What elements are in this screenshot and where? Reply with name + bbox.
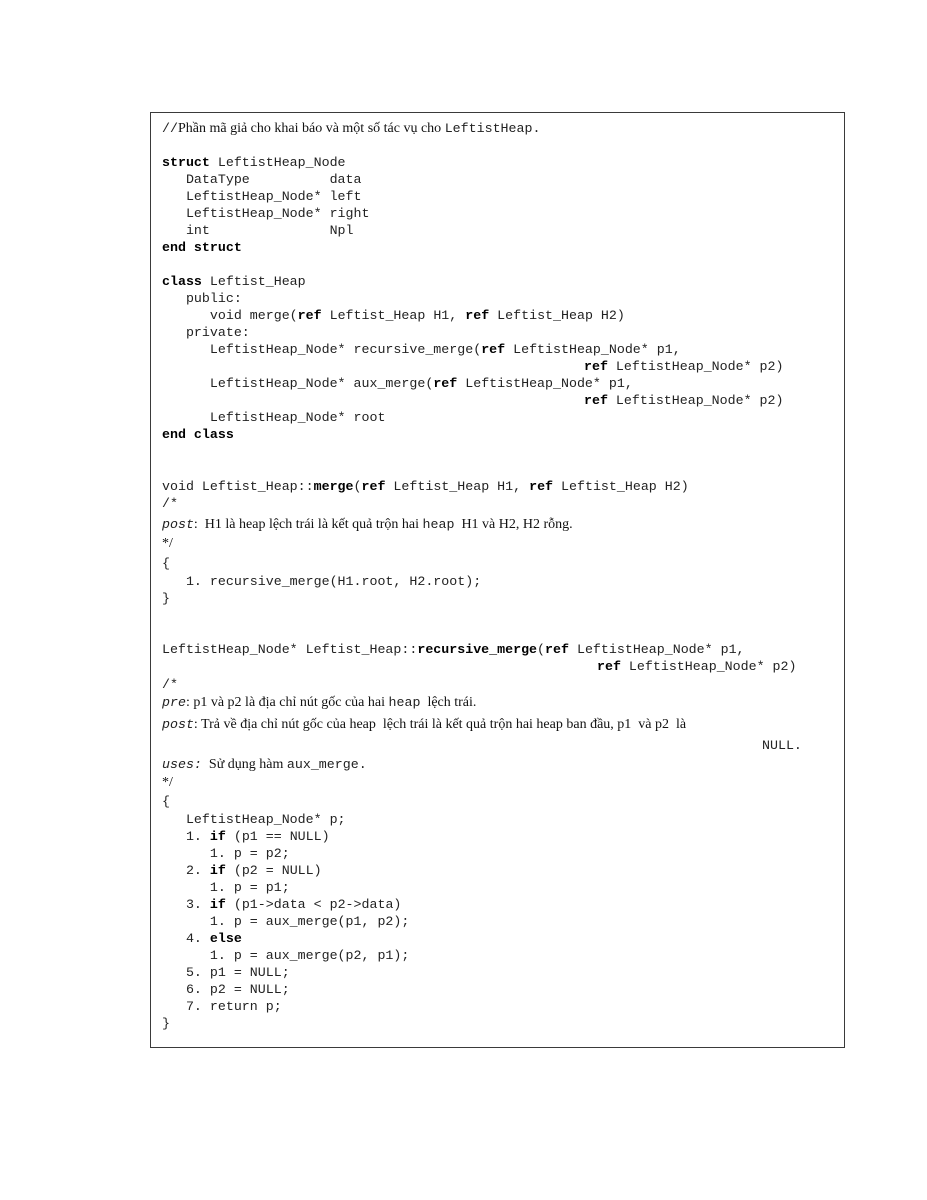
struct-field: LeftistHeap_Node* left (162, 189, 362, 204)
struct-field: DataType data (162, 172, 362, 187)
private-label: private: (162, 325, 250, 340)
end-struct-keyword: end struct (162, 240, 242, 255)
step-5: 5. p1 = NULL; (162, 965, 290, 980)
recursive-merge-signature: LeftistHeap_Node* Leftist_Heap::recursive_merge(ref LeftistHeap_Node* p1, (162, 642, 745, 657)
step-1-1: 1. p = p2; (162, 846, 290, 861)
pointer-declaration: LeftistHeap_Node* p; (162, 812, 346, 827)
step-4-1: 1. p = aux_merge(p2, p1); (162, 948, 410, 963)
step-3: 3. if (p1->data < p2->data) (162, 897, 402, 912)
step-4: 4. else (162, 931, 242, 946)
step-2-1: 1. p = p1; (162, 880, 290, 895)
step-1: 1. if (p1 == NULL) (162, 829, 330, 844)
step-3-1: 1. p = aux_merge(p1, p2); (162, 914, 410, 929)
struct-field: int Npl (162, 223, 354, 238)
close-brace: } (162, 1016, 170, 1031)
aux-merge-declaration-cont: ref LeftistHeap_Node* p2) (584, 393, 784, 408)
class-declaration: class Leftist_Heap (162, 274, 306, 289)
struct-declaration: struct LeftistHeap_Node (162, 155, 346, 170)
merge-method-declaration: void merge(ref Leftist_Heap H1, ref Leftist_Heap H2) (162, 308, 625, 323)
recursive-merge-precondition: pre: p1 và p2 là địa chỉ nút gốc của hai heap lệch trái. (162, 695, 477, 710)
merge-step: 1. recursive_merge(H1.root, H2.root); (162, 574, 482, 589)
header-comment: //Phần mã giả cho khai báo và một số tác vụ cho LeftistHeap. (162, 121, 541, 136)
recursive-merge-uses: uses: Sử dụng hàm aux_merge. (162, 757, 367, 772)
public-label: public: (162, 291, 242, 306)
comment-close: */ (162, 775, 173, 790)
open-brace: { (162, 556, 170, 571)
comment-open: /* (162, 496, 178, 511)
merge-postcondition: post: H1 là heap lệch trái là kết quả trộn hai heap H1 và H2, H2 rỗng. (162, 517, 573, 532)
aux-merge-declaration: LeftistHeap_Node* aux_merge(ref LeftistHeap_Node* p1, (162, 376, 633, 391)
recursive-merge-declaration-cont: ref LeftistHeap_Node* p2) (584, 359, 784, 374)
recursive-merge-signature-cont: ref LeftistHeap_Node* p2) (597, 659, 797, 674)
step-6: 6. p2 = NULL; (162, 982, 290, 997)
comment-open: /* (162, 677, 178, 692)
step-2: 2. if (p2 = NULL) (162, 863, 322, 878)
open-brace: { (162, 794, 170, 809)
end-class-keyword: end class (162, 427, 234, 442)
struct-field: LeftistHeap_Node* right (162, 206, 370, 221)
merge-signature: void Leftist_Heap::merge(ref Leftist_Heap H1, ref Leftist_Heap H2) (162, 479, 689, 494)
recursive-merge-postcondition: post: Trả về địa chỉ nút gốc của heap lệch trái là kết quả trộn hai heap ban đầu, p1 và p2 là (162, 717, 687, 732)
postcondition-null: NULL. (762, 738, 802, 753)
close-brace: } (162, 591, 170, 606)
comment-close: */ (162, 536, 173, 551)
recursive-merge-declaration: LeftistHeap_Node* recursive_merge(ref LeftistHeap_Node* p1, (162, 342, 681, 357)
root-member: LeftistHeap_Node* root (162, 410, 386, 425)
step-7: 7. return p; (162, 999, 282, 1014)
